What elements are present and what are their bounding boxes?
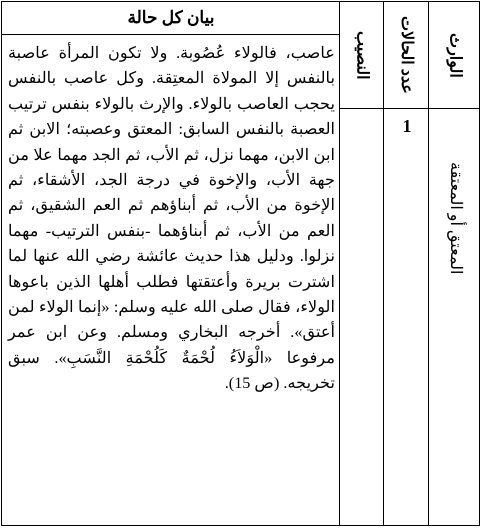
heir-value: المعتق أو المعتقة xyxy=(447,161,464,274)
heir-header-cell xyxy=(429,2,480,108)
heir-header: الوارث xyxy=(446,32,464,78)
details-header-divider xyxy=(2,34,339,35)
cases-count-value: 1 xyxy=(402,116,412,136)
share-header: النصيب xyxy=(353,30,371,80)
inheritance-table xyxy=(1,1,480,526)
cases-count-header: عدد الحالات xyxy=(398,16,415,94)
case-details-paragraph: عاصب، فالولاء عُصُوبة. ولا تكون المرأة عاصبة بالنفس إلا المولاة المعتِقة. وكل عاصب بالنفس يحجب العاصب بالولاء. والإرث بالولاء بنفس ترتيب العصبة بالنفس السابق: المعتق وعصبته؛ الابن ثم ابن الابن، مهما نزل، ثم الأب، ثم الجد مهما علا من جهة الأب، والإخوة في درجة الجد، الأشقاء، ثم الإخوة من الأب، ثم أبناؤهم ثم العم الشقيق، ثم العم من الأب، ثم أبناؤهما -بنفس الترتيب- مهما نزلوا. ودليل هذا حديث عائشة رضي الله عنها لما اشترت بريرة وأعتقتها فطلب أهلها الذين باعوها الولاء، فقال صلى الله عليه وسلم: «إنما الولاء لمن أعتق». أخرجه البخاري ومسلم. وعن ابن عمر مرفوعا «الْوَلاَءُ لُحْمَةٌ كَلُحْمَةِ النَّسَبِ». سبق تخريجه. (ص 15). xyxy=(8,44,335,393)
details-header: بيان كل حالة xyxy=(127,8,215,27)
share-header-cell xyxy=(340,2,383,108)
case-details-text xyxy=(8,41,335,397)
heir-cell xyxy=(430,114,480,274)
cases-count-header-cell xyxy=(384,2,428,108)
header-divider xyxy=(339,108,479,109)
